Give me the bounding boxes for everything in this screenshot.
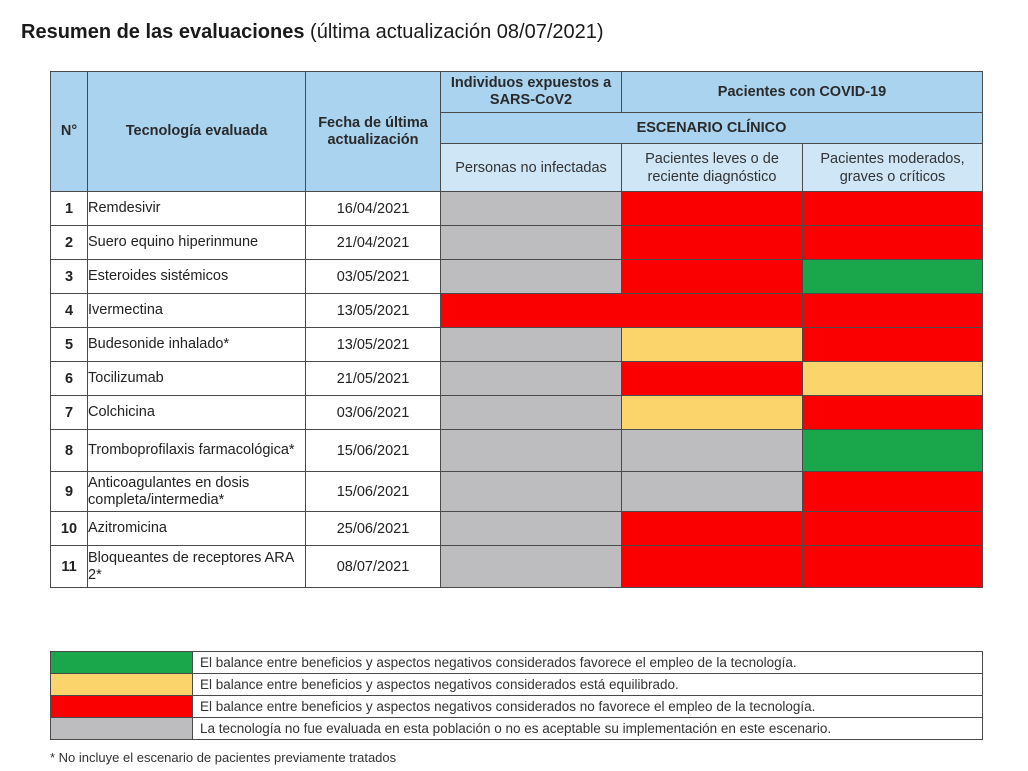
cell-mild-red [622,260,803,294]
legend-text: El balance entre beneficios y aspectos negativos considerados está equilibrado. [193,674,983,696]
table-row [51,396,983,430]
legend-table [50,651,983,740]
cell-mild-yellow [622,328,803,362]
cell-uninfected-grey [441,226,622,260]
row-number: 5 [51,328,88,362]
table-row [51,472,983,512]
row-technology: Bloqueantes de receptores ARA 2* [88,546,306,588]
cell-uninfected-grey [441,472,622,512]
row-date: 16/04/2021 [306,192,441,226]
row-number: 9 [51,472,88,512]
cell-severe-red [803,328,983,362]
row-date: 21/05/2021 [306,362,441,396]
evaluations-table [50,71,983,588]
row-technology: Ivermectina [88,294,306,328]
row-technology: Tromboprofilaxis farmacológica* [88,430,306,472]
cell-uninfected-grey [441,546,622,588]
cell-uninfected-grey [441,512,622,546]
title-subtitle: (última actualización 08/07/2021) [310,21,604,43]
header-date: Fecha de última actualización [306,72,441,192]
cell-mild-red [622,226,803,260]
table-row [51,512,983,546]
row-number: 8 [51,430,88,472]
row-date: 03/05/2021 [306,260,441,294]
row-date: 15/06/2021 [306,430,441,472]
cell-mild-red [622,546,803,588]
row-date: 13/05/2021 [306,294,441,328]
cell-severe-red [803,472,983,512]
cell-severe-red [803,226,983,260]
legend-text: La tecnología no fue evaluada en esta población o no es aceptable su implementación en este escenario. [193,718,983,740]
cell-mild-red [622,192,803,226]
row-number: 1 [51,192,88,226]
header-severe: Pacientes moderados, graves o críticos [803,144,983,192]
header-exposed: Individuos expuestos a SARS-CoV2 [441,72,622,113]
row-number: 6 [51,362,88,396]
header-uninfected: Personas no infectadas [441,144,622,192]
row-technology: Anticoagulantes en dosis completa/intermedia* [88,472,306,512]
row-date: 25/06/2021 [306,512,441,546]
table-row [51,430,983,472]
cell-severe-red [803,396,983,430]
table-row [51,192,983,226]
row-technology: Colchicina [88,396,306,430]
cell-mild-yellow [622,396,803,430]
row-date: 13/05/2021 [306,328,441,362]
cell-severe-green [803,430,983,472]
legend-row [51,674,983,696]
cell-uninfected-grey [441,260,622,294]
cell-uninfected-grey [441,396,622,430]
cell-severe-green [803,260,983,294]
table-row [51,362,983,396]
row-number: 2 [51,226,88,260]
cell-mild-red [622,512,803,546]
legend-swatch-yellow [51,674,193,696]
row-technology: Esteroides sistémicos [88,260,306,294]
legend-swatch-grey [51,718,193,740]
row-date: 15/06/2021 [306,472,441,512]
cell-severe-red [803,546,983,588]
row-number: 10 [51,512,88,546]
cell-uninfected-grey [441,430,622,472]
cell-uninfected-red [441,294,622,328]
cell-severe-red [803,512,983,546]
cell-mild-red [622,362,803,396]
table-row [51,294,983,328]
header-covid: Pacientes con COVID-19 [622,72,983,113]
cell-uninfected-grey [441,328,622,362]
legend-row [51,696,983,718]
legend-text: El balance entre beneficios y aspectos negativos considerados favorece el empleo de la tecnología. [193,652,983,674]
row-technology: Budesonide inhalado* [88,328,306,362]
table-row [51,328,983,362]
cell-mild-grey [622,430,803,472]
legend-row [51,718,983,740]
table-row [51,546,983,588]
header-technology: Tecnología evaluada [88,72,306,192]
cell-uninfected-grey [441,192,622,226]
header-mild: Pacientes leves o de reciente diagnóstico [622,144,803,192]
row-date: 21/04/2021 [306,226,441,260]
row-number: 3 [51,260,88,294]
cell-severe-red [803,294,983,328]
table-row [51,260,983,294]
header-scenario: ESCENARIO CLÍNICO [441,113,983,144]
row-number: 11 [51,546,88,588]
header-num: N° [51,72,88,192]
legend-swatch-green [51,652,193,674]
row-technology: Suero equino hiperinmune [88,226,306,260]
row-number: 7 [51,396,88,430]
cell-mild-red [622,294,803,328]
row-technology: Remdesivir [88,192,306,226]
cell-mild-grey [622,472,803,512]
row-date: 08/07/2021 [306,546,441,588]
cell-severe-red [803,192,983,226]
legend-row [51,652,983,674]
page-title [21,21,604,44]
row-technology: Azitromicina [88,512,306,546]
row-date: 03/06/2021 [306,396,441,430]
row-number: 4 [51,294,88,328]
legend-text: El balance entre beneficios y aspectos negativos considerados no favorece el empleo de la tecnología. [193,696,983,718]
legend-swatch-red [51,696,193,718]
footnote: * No incluye el escenario de pacientes previamente tratados [50,750,397,765]
table-row [51,226,983,260]
cell-severe-yellow [803,362,983,396]
title-main: Resumen de las evaluaciones [21,21,305,43]
row-technology: Tocilizumab [88,362,306,396]
cell-uninfected-grey [441,362,622,396]
